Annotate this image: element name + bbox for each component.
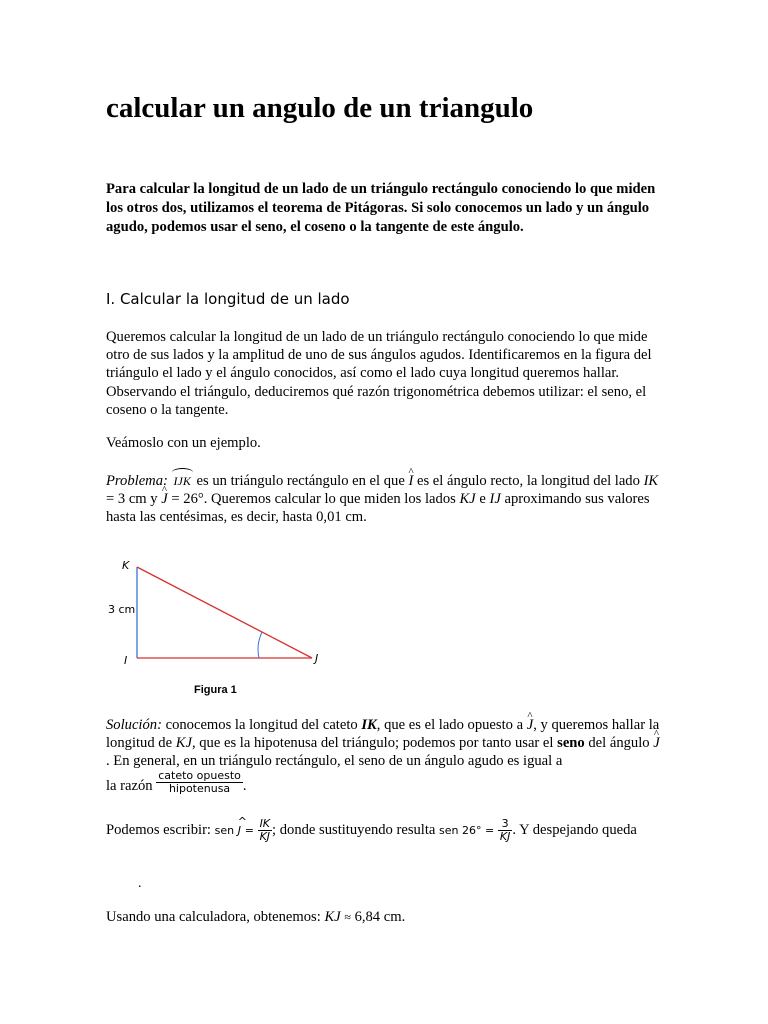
section-heading: I. Calcular la longitud de un lado — [106, 290, 350, 308]
fraction-ik-kj — [258, 818, 272, 843]
problem-text-1: es un triángulo rectángulo en el que — [196, 473, 405, 489]
sen-26-label: sen 26° = — [439, 823, 495, 837]
solution-text-2: , que es el lado opuesto a — [376, 717, 524, 733]
problem-text-5: e — [479, 491, 486, 508]
approx-sign: ≈ — [344, 910, 351, 924]
solution-text-1: conocemos la longitud del cateto — [165, 717, 358, 733]
sen-label: sen — [214, 823, 235, 837]
triangle-name: IJK — [172, 472, 193, 490]
seno-bold: seno — [557, 735, 585, 752]
fraction-kj: KJ — [259, 830, 271, 843]
equation-text-1: Podemos escribir: — [106, 821, 211, 838]
equation-angle-j: ^ J — [238, 822, 241, 840]
vertex-j-label: J — [315, 652, 319, 665]
ratio-numerator: cateto opuesto — [158, 769, 241, 782]
page-title: calcular un angulo de un triangulo — [106, 92, 534, 124]
solution-text-4: , que es la hipotenusa del triángulo; podemos por tanto usar el — [191, 735, 554, 752]
paragraph-method: Queremos calcular la longitud de un lado de un triángulo rectángulo conociendo lo que mide otro de sus lados y la amplitud de uno de sus ángulos agudos. Identificaremos en la figura del triángulo el lado y el ángulo conocidos, así como el lado cuya longitud queremos hallar. Observando el triángulo, deduciremos qué razón trigonométrica debemos utilizar: el seno, el coseno o la tangente. — [106, 329, 652, 418]
solution-angle-j: ^ J — [527, 716, 533, 734]
fraction-3-kj — [498, 818, 512, 843]
ratio-line — [106, 770, 247, 795]
fraction-3: 3 — [501, 817, 509, 830]
solution-text-5: del ángulo — [588, 735, 650, 752]
angle-j-arc — [258, 632, 262, 658]
equation-text-2: ; donde sustituyendo resulta — [272, 821, 436, 838]
ratio-prefix: la razón — [106, 778, 153, 794]
figure-caption: Figura 1 — [194, 684, 237, 696]
problem-text-2: es el ángulo recto, la longitud del lado — [417, 473, 640, 489]
triangle-figure — [106, 554, 336, 699]
paragraph-solution — [106, 716, 662, 771]
vertex-i-label: I — [124, 654, 128, 667]
problem-label: Problema: — [106, 473, 168, 489]
problem-text-4: = 26°. Queremos calcular lo que miden los lados — [171, 491, 456, 508]
angle-j-hat: ^ J — [161, 490, 167, 508]
angle-i-hat: ^ I — [408, 472, 413, 490]
equals-sign: = — [244, 823, 254, 837]
intro-paragraph: Para calcular la longitud de un lado de un triángulo rectángulo conociendo lo que miden los otros dos, utilizamos el teorema de Pitágoras. Si solo conocemos un lado y un ángulo agudo, podemos usar el seno, el coseno o la tangente de este ángulo. — [106, 181, 656, 235]
paragraph-result — [106, 908, 662, 926]
solution-angle-j-2: ^ J — [653, 734, 659, 752]
problem-text-6: aproximando sus valores hasta las centésimas, es decir, hasta 0,01 cm. — [106, 491, 650, 526]
paragraph-problem — [106, 472, 662, 527]
paragraph-equation — [106, 818, 662, 843]
problem-text-3: = 3 cm y — [106, 491, 158, 508]
solution-side-kj: KJ — [175, 735, 192, 752]
ratio-suffix: . — [242, 778, 247, 794]
result-side: KJ — [324, 909, 341, 925]
result-value: 6,84 cm. — [354, 909, 406, 925]
ratio-denominator: hipotenusa — [156, 782, 243, 795]
fraction-ik: IK — [259, 817, 271, 830]
dangling-dot: . — [138, 876, 142, 891]
result-text: Usando una calculadora, obtenemos: — [106, 909, 321, 925]
side-kj: KJ — [459, 491, 476, 508]
solution-text-6: . En general, en un triángulo rectángulo, el seno de un ángulo agudo es igual a — [106, 753, 563, 770]
equation-text-3: . Y despejando queda — [512, 821, 637, 838]
paragraph-example-intro: Veámoslo con un ejemplo. — [106, 435, 261, 451]
fraction-kj-2: KJ — [499, 830, 511, 843]
vertex-k-label: K — [122, 559, 130, 572]
side-kj-line — [137, 567, 312, 658]
solution-text-3: , y queremos hallar la longitud de — [106, 717, 660, 752]
side-ij: IJ — [489, 491, 501, 508]
ratio-fraction — [156, 770, 243, 795]
side-ik: IK — [643, 473, 659, 489]
solution-label: Solución: — [106, 717, 162, 733]
side-length-label: 3 cm — [108, 603, 136, 616]
solution-side-ik: IK — [361, 717, 377, 733]
